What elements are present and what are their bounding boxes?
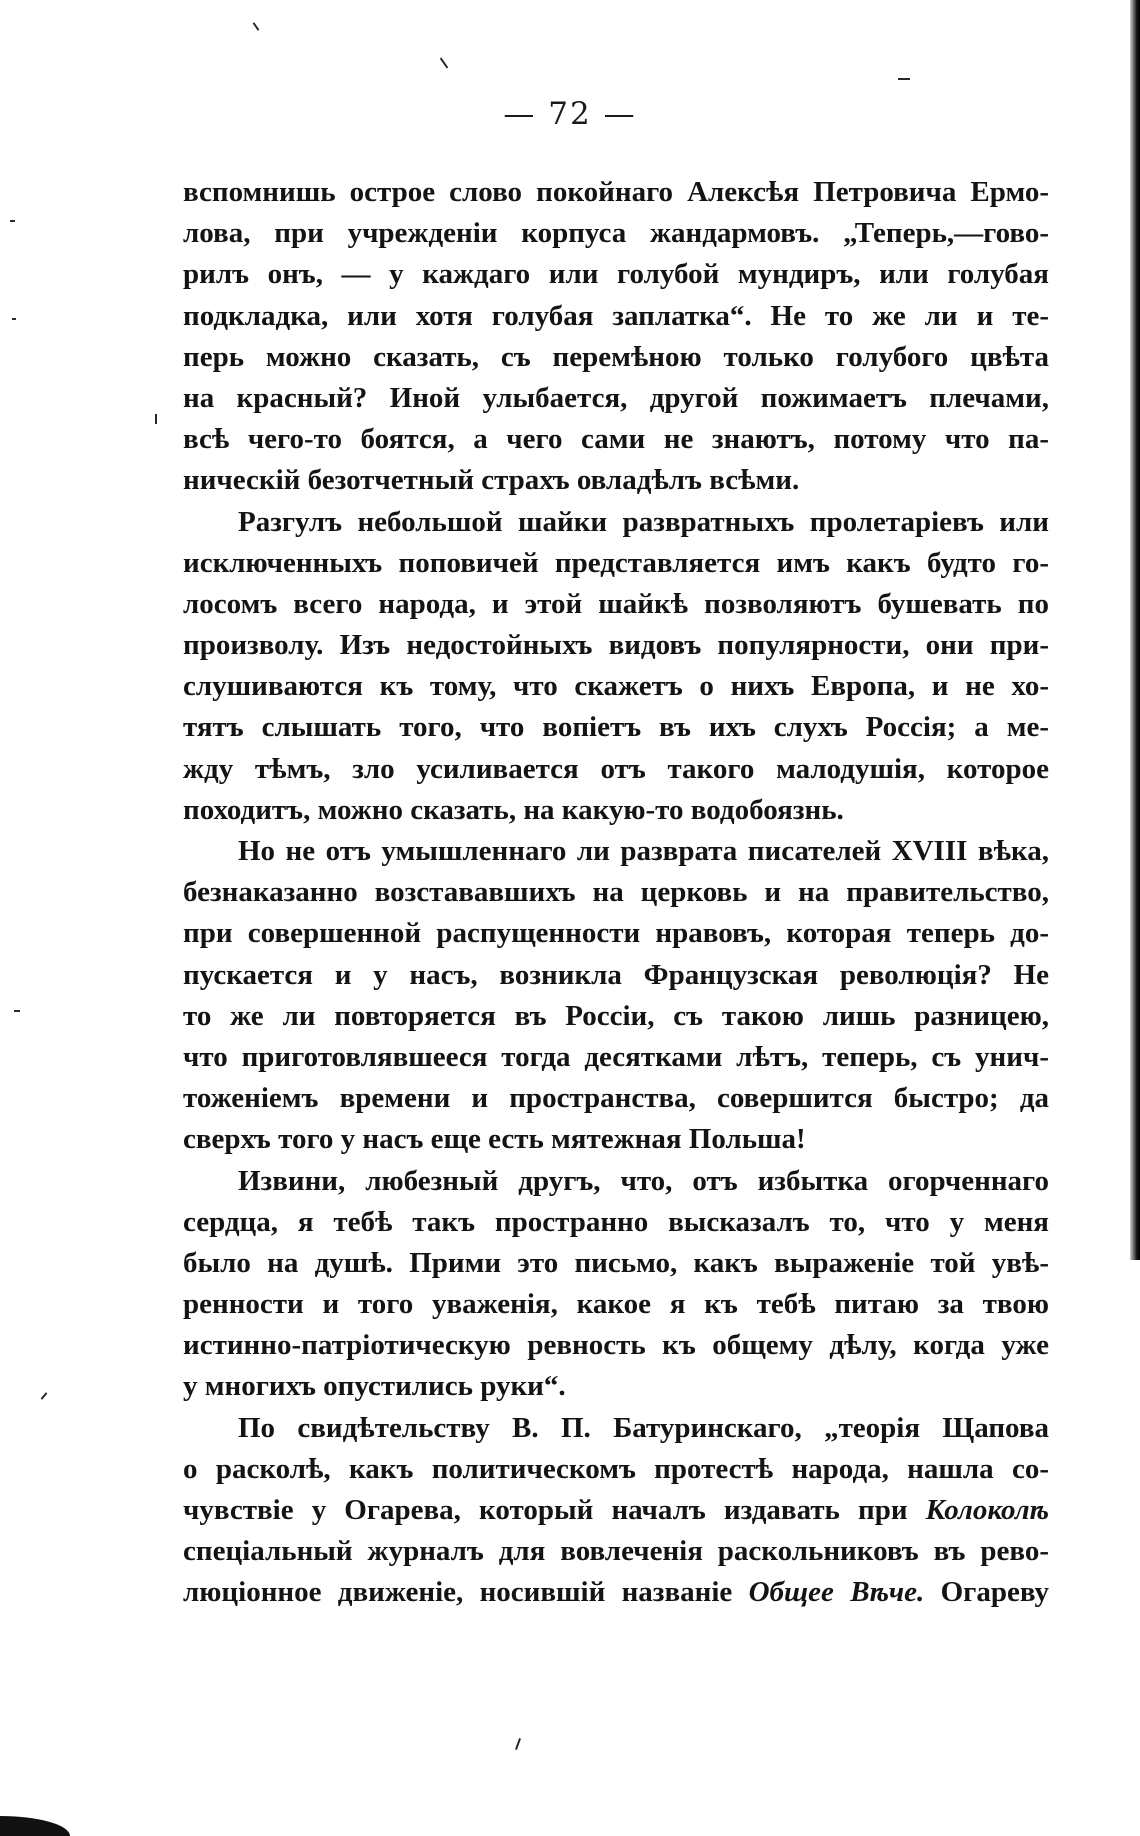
text-line: ренности и того уваженія, какое я къ тебѣ питаю за твою: [183, 1288, 1049, 1321]
text-line: исключенныхъ поповичей представляется имъ какъ будто го-: [183, 546, 1049, 579]
text-line: у многихъ опустились руки“.: [183, 1370, 566, 1403]
italic-title-kolokol: Колоколѣ: [925, 1494, 1049, 1526]
scan-speck: [10, 220, 15, 222]
text-line: Разгулъ небольшой шайки развратныхъ пролетаріевъ или: [238, 505, 1049, 538]
scan-speck: [898, 78, 910, 80]
page-number: — 72 —: [503, 96, 637, 132]
text-line: лова, при учрежденіи корпуса жандармовъ. „Теперь,—гово-: [183, 217, 1049, 250]
text-line: лосомъ всего народа, и этой шайкѣ позволяютъ бушевать по: [183, 587, 1049, 620]
text-line: Но не отъ умышленнаго ли разврата писателей XVIII вѣка,: [238, 835, 1049, 867]
text-segment: люціонное движеніе, носившій названіе: [183, 1576, 749, 1609]
scan-speck: [12, 318, 16, 320]
text-line: вспомнишь острое слово покойнаго Алексѣя Петровича Ермо-: [183, 176, 1049, 208]
text-line: ническій безотчетный страхъ овладѣлъ всѣми.: [183, 464, 800, 497]
paragraph-2: [183, 502, 1049, 832]
scan-speck: [155, 414, 157, 424]
scan-speck: [253, 22, 260, 31]
paragraph-4: [183, 1161, 1049, 1408]
text-line: перь можно сказать, съ перемѣною только голубого цвѣта: [183, 340, 1049, 373]
text-line: спеціальный журналъ для вовлеченія раскольниковъ въ рево-: [183, 1535, 1049, 1568]
text-line: Извини, любезный другъ, что, отъ избытка огорченнаго: [238, 1164, 1049, 1197]
paragraph-1: [183, 172, 1049, 502]
text-line: о расколѣ, какъ политическомъ протестѣ народа, нашла со-: [183, 1452, 1049, 1485]
text-line: при совершенной распущенности нравовъ, которая теперь до-: [183, 917, 1049, 950]
scan-speck: [14, 1010, 20, 1012]
text-line: сверхъ того у насъ еще есть мятежная Польша!: [183, 1123, 806, 1156]
text-line: произволу. Изъ недостойныхъ видовъ популярности, они при-: [183, 629, 1049, 662]
text-line: истинно-патріотическую ревность къ общему дѣлу, когда уже: [183, 1329, 1049, 1362]
text-line: подкладка, или хотя голубая заплатка“. Не то же ли и те-: [183, 299, 1049, 332]
text-line: [183, 1490, 1049, 1531]
text-line: безнаказанно возстававшихъ на церковь и на правительство,: [183, 876, 1049, 909]
text-line: то же ли повторяется въ Россіи, съ такою лишь разницею,: [183, 999, 1049, 1032]
scan-edge-shadow: [1130, 0, 1140, 1260]
paragraph-3: [183, 831, 1049, 1161]
text-line: пускается и у насъ, возникла Французская революція? Не: [183, 958, 1049, 991]
scan-speck: [41, 1392, 48, 1399]
text-line: тоженіемъ времени и пространства, совершится быстро; да: [183, 1082, 1049, 1115]
text-line: жду тѣмъ, зло усиливается отъ такого малодушія, которое: [183, 752, 1049, 785]
text-line: По свидѣтельству В. П. Батуринскаго, „теорія Щапова: [238, 1411, 1049, 1444]
scan-corner-blot: [0, 1816, 70, 1836]
text-line: слушиваются къ тому, что скажетъ о нихъ Европа, и не хо-: [183, 670, 1049, 703]
text-line: сердца, я тебѣ такъ пространно высказалъ то, что у меня: [183, 1205, 1049, 1238]
body-text: [183, 172, 1049, 1614]
scan-speck: [440, 58, 449, 69]
paragraph-5: [183, 1408, 1049, 1614]
text-line: что приготовлявшееся тогда десятками лѣтъ, теперь, съ унич-: [183, 1040, 1049, 1073]
text-line: [183, 1572, 1049, 1613]
scan-speck: [515, 1738, 521, 1750]
text-line: рилъ онъ, — у каждаго или голубой мундиръ, или голубая: [183, 258, 1049, 291]
text-segment: чувствіе у Огарева, который началъ издавать при: [183, 1494, 926, 1526]
text-line: на красный? Иной улыбается, другой пожимаетъ плечами,: [183, 381, 1049, 414]
text-line: тятъ слышать того, что вопіетъ въ ихъ слухъ Россія; а ме-: [183, 711, 1049, 744]
italic-title-obshchee-veche: Общее Вѣче.: [748, 1576, 925, 1609]
text-line: всѣ чего-то боятся, а чего сами не знаютъ, потому что па-: [183, 423, 1049, 456]
text-segment: Огареву: [940, 1576, 1049, 1609]
text-line: походитъ, можно сказать, на какую-то водобоязнь.: [183, 793, 844, 826]
text-line: было на душѣ. Прими это письмо, какъ выраженіе той увѣ-: [183, 1246, 1049, 1279]
